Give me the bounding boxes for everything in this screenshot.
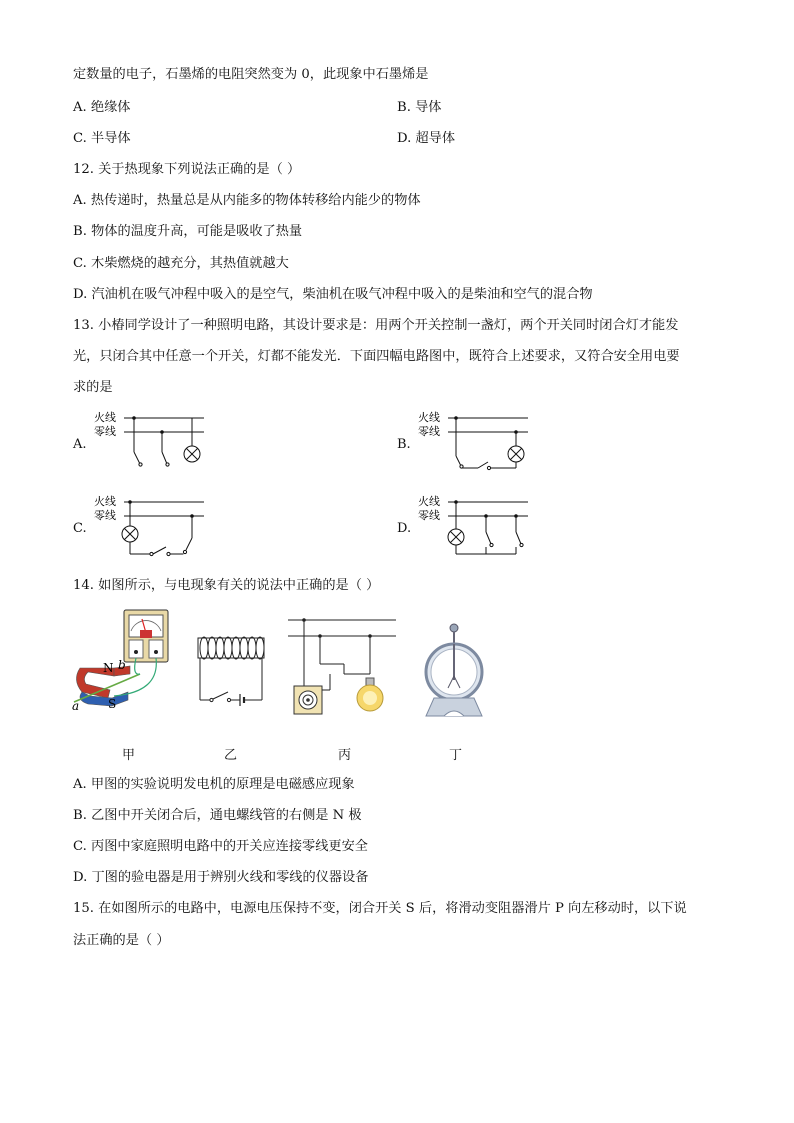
- neutral-wire-label: 零线: [94, 425, 116, 438]
- q12-option-b: B. 物体的温度升高，可能是吸收了热量: [73, 224, 303, 239]
- q14-stem: 14. 如图所示，与电现象有关的说法中正确的是（ ）: [73, 578, 380, 593]
- fire-wire-label: 火线: [94, 495, 116, 508]
- q12-option-a: A. 热传递时，热量总是从内能多的物体转移给内能少的物体: [73, 193, 421, 208]
- q12-option-d: D. 汽油机在吸气冲程中吸入的是空气，柴油机在吸气冲程中吸入的是柴油和空气的混合物: [73, 287, 593, 302]
- caption-yi: 乙: [224, 748, 238, 763]
- q13-circuit-a: [92, 408, 207, 470]
- q14-option-a: A. 甲图的实验说明发电机的原理是电磁感应现象: [73, 777, 355, 792]
- q13-stem-line-2: 光，只闭合其中任意一个开关，灯都不能发光．下面四幅电路图中，既符合上述要求，又符合安全用电要: [73, 349, 680, 364]
- q13-option-a-letter: A.: [73, 437, 87, 452]
- q13-option-c-letter: C.: [73, 521, 87, 536]
- caption-ding: 丁: [449, 748, 463, 763]
- wire-a-label: a: [72, 699, 80, 713]
- neutral-wire-label: 零线: [418, 425, 440, 438]
- q11-stem-tail: 定数量的电子，石墨烯的电阻突然变为 0，此现象中石墨烯是: [73, 67, 429, 82]
- q13-circuit-c: [92, 492, 207, 564]
- q12-option-c: C. 木柴燃烧的越充分，其热值就越大: [73, 256, 289, 271]
- neutral-wire-label: 零线: [94, 509, 116, 522]
- q14-figure-yi: [188, 628, 273, 710]
- fire-wire-label: 火线: [418, 411, 440, 424]
- q14-figure-jia: [70, 606, 180, 714]
- q15-stem-line-2: 法正确的是（ ）: [73, 933, 170, 948]
- q13-circuit-b: [416, 408, 531, 476]
- q11-option-a: A. 绝缘体: [73, 100, 131, 115]
- q14-option-c: C. 丙图中家庭照明电路中的开关应连接零线更安全: [73, 839, 368, 854]
- caption-jia: 甲: [122, 748, 136, 763]
- q11-option-b: B. 导体: [397, 100, 442, 115]
- neutral-wire-label: 零线: [418, 509, 440, 522]
- q12-stem: 12. 关于热现象下列说法正确的是（ ）: [73, 162, 301, 177]
- q13-circuit-d: [416, 492, 531, 564]
- q11-option-c: C. 半导体: [73, 131, 131, 146]
- q13-stem-line-1: 13. 小椿同学设计了一种照明电路，其设计要求是：用两个开关控制一盏灯，两个开关同时闭合灯才能发: [73, 318, 679, 333]
- fire-wire-label: 火线: [94, 411, 116, 424]
- q14-figure-bing: [286, 612, 398, 722]
- q13-option-d-letter: D.: [397, 521, 412, 536]
- caption-bing: 丙: [338, 748, 352, 763]
- q14-option-b: B. 乙图中开关闭合后，通电螺线管的右侧是 N 极: [73, 808, 362, 823]
- q15-stem-line-1: 15. 在如图所示的电路中，电源电压保持不变，闭合开关 S 后，将滑动变阻器滑片 P 向左移动时，以下说: [73, 901, 687, 916]
- q13-option-b-letter: B.: [397, 437, 411, 452]
- q14-option-d: D. 丁图的验电器是用于辨别火线和零线的仪器设备: [73, 870, 369, 885]
- q14-figure-ding: [416, 622, 486, 720]
- magnet-s-label: S: [108, 697, 117, 711]
- fire-wire-label: 火线: [418, 495, 440, 508]
- wire-b-label: b: [118, 658, 126, 672]
- magnet-n-label: N: [103, 661, 114, 675]
- electroscope-icon: [450, 624, 458, 632]
- q13-stem-line-3: 求的是: [73, 380, 113, 395]
- q11-option-d: D. 超导体: [397, 131, 456, 146]
